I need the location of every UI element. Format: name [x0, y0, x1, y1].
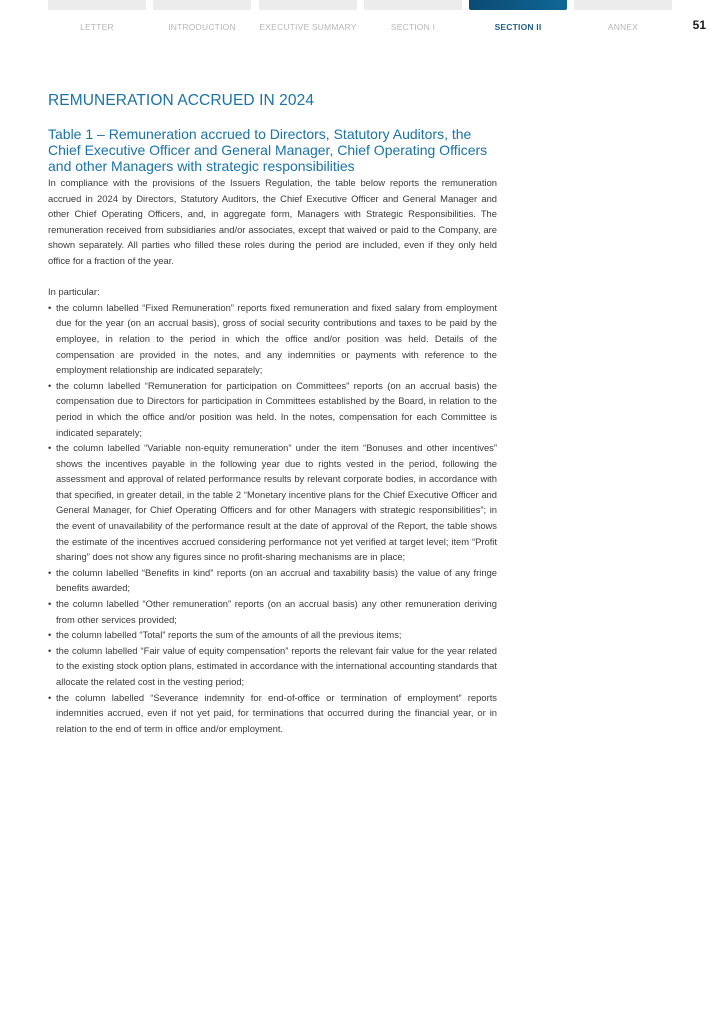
- page-number: 51: [692, 18, 706, 32]
- tab-annex[interactable]: [574, 0, 672, 40]
- list-item: • the column labelled “Severance indemnity for end-of-office or termination of employment” reports indemnities accrued, even if not yet paid, for terminations that occurred during the financial year, or in relation to the end of term in office and/or employment.: [48, 690, 497, 737]
- section-nav: [48, 0, 672, 40]
- tab-executive-summary[interactable]: [259, 0, 357, 40]
- list-item: • the column labelled “Fair value of equity compensation” reports the relevant fair value for the year related to the existing stock option plans, estimated in accordance with the international accounting standards that allocate the related cost in the vesting period;: [48, 643, 497, 690]
- list-item: • the column labelled “Other remuneration” reports (on an accrual basis) any other remuneration deriving from other services provided;: [48, 596, 497, 627]
- tab-bar: [48, 0, 146, 10]
- main-content: [48, 92, 497, 736]
- tab-bar: [259, 0, 357, 10]
- tab-introduction[interactable]: [153, 0, 251, 40]
- tab-bar: [574, 0, 672, 10]
- table-title: Table 1 – Remuneration accrued to Directors, Statutory Auditors, the Chief Executive Officer and General Manager, Chief Operating Officers and other Managers with strategic responsibilities: [48, 126, 488, 174]
- tab-label: LETTER: [80, 22, 114, 32]
- tab-section-ii[interactable]: [469, 0, 567, 40]
- tab-section-i[interactable]: [364, 0, 462, 40]
- tab-label: SECTION II: [494, 22, 542, 32]
- tab-label: ANNEX: [607, 22, 639, 32]
- list-item: • the column labelled “Benefits in kind” reports (on an accrual and taxability basis) the value of any fringe benefits awarded;: [48, 565, 497, 596]
- list-item: • the column labelled “Remuneration for participation on Committees” reports (on an accrual basis) the compensation due to Directors for participation in Committees established by the Board, in relation to the period in which the office and/or position was held. In the notes, compensation for each Committee is indicated separately;: [48, 378, 497, 440]
- tab-bar: [364, 0, 462, 10]
- intro-paragraph: In compliance with the provisions of the Issuers Regulation, the table below reports the remuneration accrued in 2024 by Directors, Statutory Auditors, the Chief Executive Officer and General Manager and other Chief Operating Officers, and, in aggregate form, Managers with Strategic Responsibilities. The remuneration received from subsidiaries and/or associates, except that waived or paid to the Company, are shown separately. All parties who filled these roles during the period are included, even if they only held office for a fraction of the year.: [48, 177, 497, 266]
- tab-letter[interactable]: [48, 0, 146, 40]
- list-item: • the column labelled “Variable non-equity remuneration” under the item “Bonuses and other incentives” shows the incentives payable in the following year due to rights vested in the period, following the assessment and approval of related performance results by relevant corporate bodies, in accordance with that specified, in greater detail, in the table 2 “Monetary incentive plans for the Chief Executive Officer and General Manager, for Chief Operating Officers and for other Managers with strategic responsibilities”; in the event of unavailability of the performance result at the date of approval of the Report, the table shows the estimate of the incentives accrued considering performance not yet verified at target level; item “Profit sharing” does not show any figures since no profit-sharing mechanisms are in place;: [48, 440, 497, 565]
- particular-label: In particular:: [48, 286, 100, 298]
- tab-bar: [153, 0, 251, 10]
- list-item: • the column labelled “Fixed Remuneration” reports fixed remuneration and fixed salary from employment due for the year (on an accrual basis), gross of social security contributions and taxes to be paid by the employee, in relation to the period in which the office and/or position was held. Details of the compensation are provided in the notes, and any indemnities or payments with reference to the employment relationship are indicated separately;: [48, 300, 497, 378]
- section-heading: REMUNERATION ACCRUED IN 2024: [48, 92, 315, 109]
- column-descriptions-list: [48, 300, 497, 737]
- tab-label: EXECUTIVE SUMMARY: [259, 22, 357, 32]
- tab-label: INTRODUCTION: [168, 22, 236, 32]
- list-item: • the column labelled “Total” reports the sum of the amounts of all the previous items;: [48, 627, 497, 643]
- tab-bar-active: [469, 0, 567, 10]
- tab-label: SECTION I: [390, 22, 436, 32]
